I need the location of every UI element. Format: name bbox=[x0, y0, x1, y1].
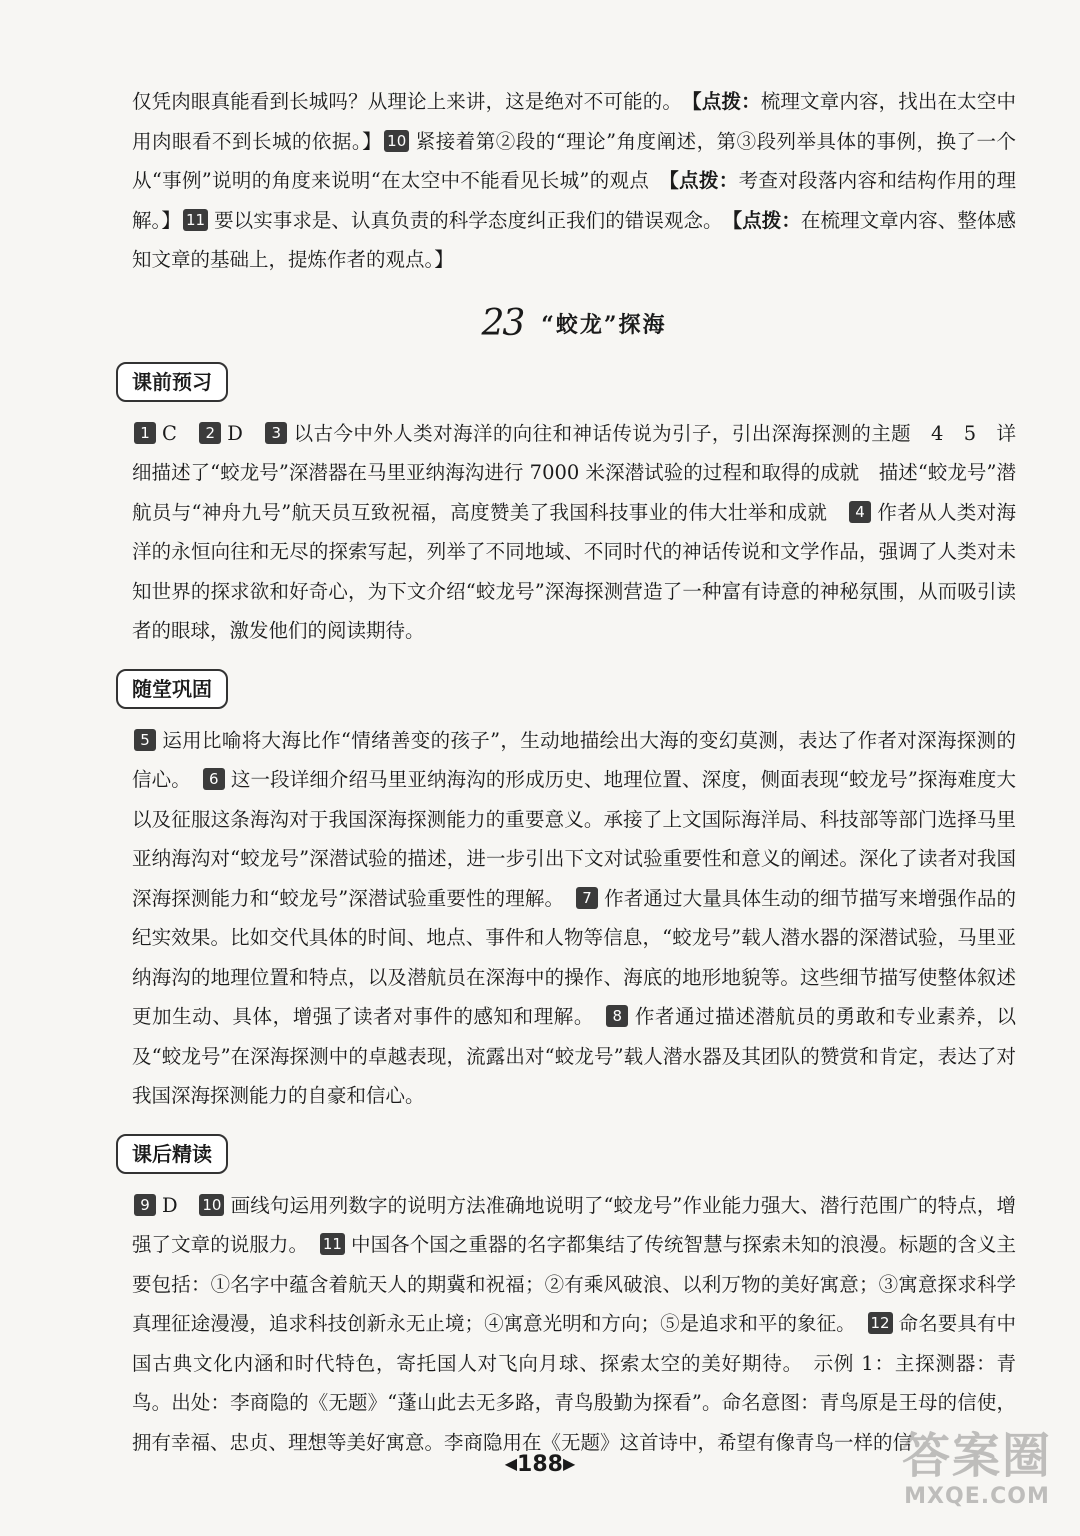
watermark-logo bbox=[892, 1428, 1062, 1528]
preview-answers bbox=[132, 414, 1016, 651]
left-triangle-icon: ◀ bbox=[504, 1454, 518, 1473]
tip-label: 【点拨： bbox=[691, 90, 761, 113]
tip-text: 考查对段落内容和结构作用的理解。】 bbox=[132, 169, 1016, 232]
classwork-answers bbox=[132, 721, 1016, 1116]
question-number-badge: 11 bbox=[320, 1233, 345, 1255]
question-number-badge: 12 bbox=[868, 1312, 893, 1334]
question-number-badge: 3 bbox=[265, 422, 287, 444]
tip-text: 在梳理文章内容、整体感知文章的基础上，提炼作者的观点。】 bbox=[132, 208, 1016, 271]
watermark-bottom-text: MXQE.COM bbox=[904, 1484, 1050, 1509]
answer-text: 作者通过描述潜航员的勇敢和专业素养，以及“蛟龙号”在深海探测中的卓越表现，流露出对“蛟龙号”载人潜水器及其团队的赞赏和肯定，表达了对我国深海探测能力的自豪和信心。 bbox=[132, 1005, 1016, 1107]
question-number-badge: 10 bbox=[384, 130, 409, 152]
question-number-badge: 10 bbox=[199, 1194, 224, 1216]
prev-lesson-answers bbox=[132, 82, 1016, 280]
question-number-badge: 4 bbox=[849, 501, 871, 523]
lesson-heading bbox=[132, 304, 1016, 344]
answer-text: 命名要具有中国古典文化内涵和时代特色，寄托国人对飞向月球、探索太空的美好期待。 示例 1：主探测器：青鸟。出处：李商隐的《无题》“蓬山此去无多路，青鸟殷勤为探看”。命名意图：青鸟原是王母的信使，拥有幸福、忠贞、理想等美好寓意。李商隐用在《无题》这首诗中，希望有像青鸟一样的信 bbox=[132, 1312, 1016, 1454]
answer-text: D bbox=[162, 1193, 178, 1217]
tip-label: 【点拨： bbox=[732, 208, 801, 232]
question-number-badge: 9 bbox=[134, 1194, 156, 1216]
answer-text: 要以实事求是、认真负责的科学态度纠正我们的错误观念。 bbox=[214, 208, 713, 232]
watermark-top-text: 答案圈 bbox=[901, 1428, 1052, 1484]
reading-answers bbox=[132, 1186, 1016, 1463]
question-number-badge: 5 bbox=[134, 729, 156, 751]
page-number-text: 188 bbox=[517, 1452, 563, 1477]
section-label-reading: 课后精读 bbox=[116, 1134, 228, 1174]
question-number-badge: 8 bbox=[606, 1005, 628, 1027]
answer-text: 仅凭肉眼真能看到长城吗？从理论上来讲，这是绝对不可能的。 bbox=[132, 90, 673, 113]
question-number-badge: 2 bbox=[199, 422, 221, 444]
answer-text: 这一段详细介绍马里亚纳海沟的形成历史、地理位置、深度，侧面表现“蛟龙号”探海难度大以及征服这条海沟对于我国深海探测能力的重要意义。承接了上文国际海洋局、科技部等部门选择马里亚纳海沟对“蛟龙号”深潜试验的描述，进一步引出下文对试验重要性和意义的阐述。深化了读者对我国深海探测能力和“蛟龙号”深潜试验重要性的理解。 bbox=[132, 768, 1016, 910]
lesson-title: “蛟龙”探海 bbox=[541, 311, 667, 338]
answer-text: 以古今中外人类对海洋的向往和神话传说为引子，引出深海探测的主题 4 5 详细描述了“蛟龙号”深潜器在马里亚纳海沟进行 7000 米深潜试验的过程和取得的成就 描述“蛟龙号”潜航员与“神舟九号”航天员互致祝福，高度赞美了我国科技事业的伟大壮举和成就 bbox=[132, 421, 1016, 524]
section-label-preview: 课前预习 bbox=[116, 362, 228, 402]
right-triangle-icon: ▶ bbox=[562, 1454, 576, 1473]
answer-text: D bbox=[227, 421, 243, 445]
answer-text: 运用比喻将大海比作“情绪善变的孩子”，生动地描绘出大海的变幻莫测，表达了作者对深海探测的信心。 bbox=[132, 728, 1016, 791]
tip-label: 【点拨： bbox=[669, 169, 739, 192]
question-number-badge: 11 bbox=[183, 209, 208, 231]
answer-text: C bbox=[162, 421, 177, 445]
document-page bbox=[132, 82, 1016, 1462]
question-number-badge: 1 bbox=[134, 422, 156, 444]
tip-text: 梳理文章内容，找出在太空中用肉眼看不到长城的依据。】 bbox=[132, 90, 1016, 153]
question-number-badge: 6 bbox=[203, 768, 225, 790]
lesson-number: 23 bbox=[481, 302, 524, 344]
answer-text: 画线句运用列数字的说明方法准确地说明了“蛟龙号”作业能力强大、潜行范围广的特点，增强了文章的说服力。 bbox=[132, 1193, 1016, 1256]
answer-text: 中国各个国之重器的名字都集结了传统智慧与探索未知的浪漫。标题的含义主要包括：①名字中蕴含着航天人的期冀和祝福；②有乘风破浪、以利万物的美好寓意；③寓意探求科学真理征途漫漫，追求科技创新永无止境；④寓意光明和方向；⑤是追求和平的象征。 bbox=[132, 1233, 1016, 1335]
question-number-badge: 7 bbox=[576, 887, 598, 909]
answer-text: 作者从人类对海洋的永恒向往和无尽的探索写起，列举了不同地域、不同时代的神话传说和文学作品，强调了人类对未知世界的探求欲和好奇心，为下文介绍“蛟龙号”深海探测营造了一种富有诗意的神秘氛围，从而吸引读者的眼球，激发他们的阅读期待。 bbox=[132, 500, 1016, 642]
section-label-classwork: 随堂巩固 bbox=[116, 669, 228, 709]
answer-text: 作者通过大量具体生动的细节描写来增强作品的纪实效果。比如交代具体的时间、地点、事件和人物等信息，“蛟龙号”载人潜水器的深潜试验，马里亚纳海沟的地理位置和特点，以及潜航员在深海中的操作、海底的地形地貌等。这些细节描写使整体叙述更加生动、具体，增强了读者对事件的感知和理解。 bbox=[132, 886, 1016, 1028]
answer-text: 紧接着第②段的“理论”角度阐述，第③段列举具体的事例，换了一个从“事例”说明的角度来说明“在太空中不能看见长城”的观点 bbox=[132, 129, 1016, 192]
